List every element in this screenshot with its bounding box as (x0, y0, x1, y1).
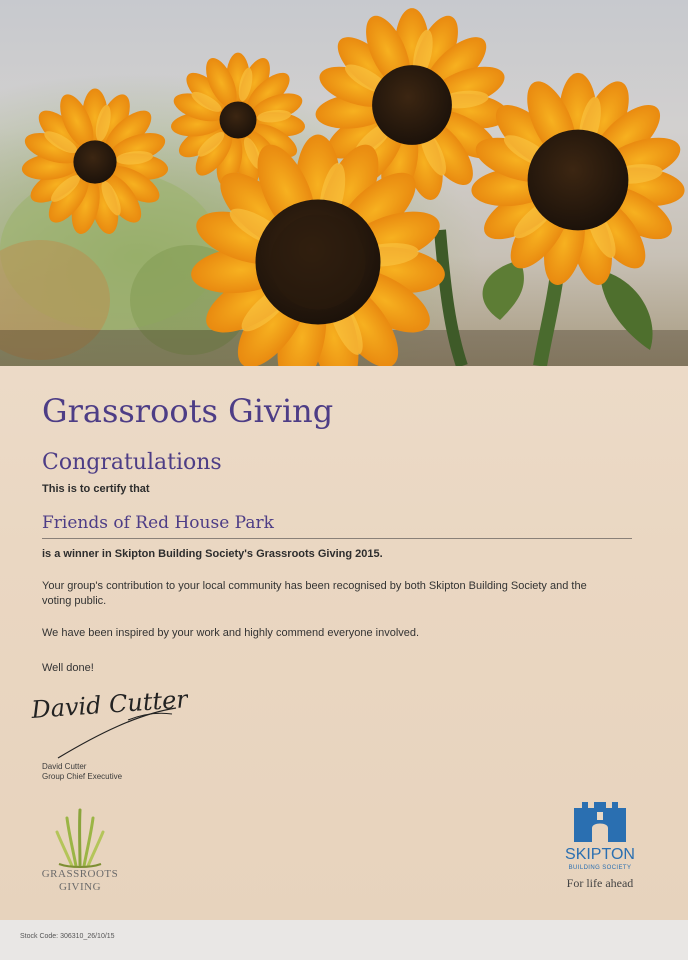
recognition-paragraph: Your group's contribution to your local community has been recognised by both Skipton Building Society and the voting public. (42, 580, 587, 607)
skipton-name: SKIPTON (565, 846, 635, 863)
castle-icon (548, 800, 652, 844)
winner-statement: is a winner in Skipton Building Society's Grassroots Giving 2015. (42, 548, 383, 560)
skipton-subtitle: BUILDING SOCIETY (568, 865, 632, 871)
grass-tuft-icon (30, 808, 130, 868)
recipient-underline (42, 538, 632, 539)
signer-title: Group Chief Executive (42, 772, 123, 781)
recipient-name: Friends of Red House Park (42, 513, 274, 533)
congratulations-heading: Congratulations (42, 450, 222, 475)
svg-text:David Cutter: David Cutter (30, 685, 188, 724)
grassroots-logo-line-2: GIVING (58, 881, 102, 893)
signature (28, 684, 188, 765)
grassroots-giving-logo (30, 808, 130, 894)
well-done-line: Well done! (42, 662, 94, 674)
sunflowers-photo (0, 0, 688, 366)
commendation-paragraph: We have been inspired by your work and highly commend everyone involved. (42, 627, 420, 639)
skipton-logo (548, 800, 652, 890)
skipton-tagline: For life ahead (566, 876, 634, 890)
grassroots-logo-line-1: GRASSROOTS (41, 868, 119, 880)
stock-code: Stock Code: 306310_26/10/15 (20, 933, 115, 940)
certificate-heading: Grassroots Giving (42, 392, 334, 430)
signer-name: David Cutter (42, 762, 87, 771)
certify-line: This is to certify that (42, 483, 150, 495)
